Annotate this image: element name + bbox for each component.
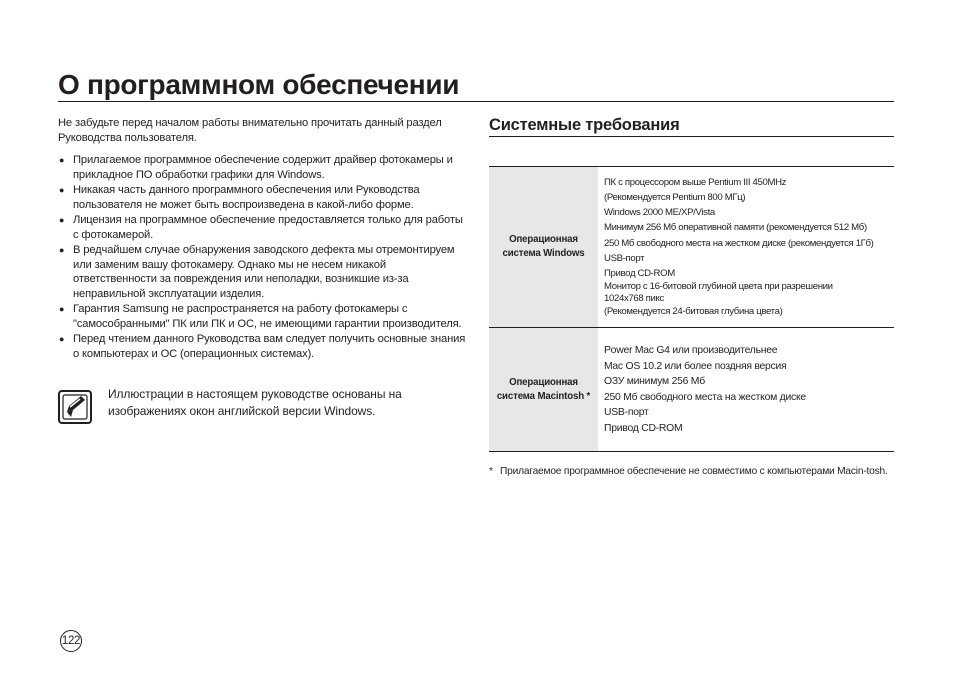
note-pencil-icon bbox=[58, 390, 92, 424]
left-column bbox=[58, 116, 468, 362]
intro-text: Не забудьте перед началом работы внимательно прочитать данный раздел Руководства пользователя. bbox=[58, 117, 442, 144]
title-divider bbox=[58, 101, 894, 102]
note-text: Иллюстрации в настоящем руководстве основаны на изображениях окон английской версии Windows. bbox=[108, 387, 402, 418]
requirements-table bbox=[489, 166, 894, 452]
page-title: О программном обеспечении bbox=[58, 69, 460, 100]
bullet-icon: ● bbox=[59, 155, 65, 165]
list-item: ● Перед чтением данного Руководства вам следует получить основные знания о компьютерах и ОС (операционных системах). bbox=[59, 333, 466, 360]
list-item: ● Прилагаемое программное обеспечение содержит драйвер фотокамеры и прикладное ПО обработки графики для Windows. bbox=[59, 154, 453, 181]
bullet-icon: ● bbox=[59, 185, 65, 195]
list-item: ● Лицензия на программное обеспечение предоставляется только для работы с фотокамерой. bbox=[59, 214, 463, 241]
bullet-icon: ● bbox=[59, 245, 65, 255]
windows-label-cell: Операционная система Windows bbox=[489, 167, 598, 328]
list-item: ● В редчайшем случае обнаружения заводского дефекта мы отремонтируем или заменим вашу фотокамеру. Однако мы не несем никакой ответственности за повреждения или неполадки, возникшие из-за неправильной эксплуатации изделия. bbox=[59, 244, 455, 300]
mac-label-cell: Операционная система Macintosh * bbox=[489, 328, 598, 452]
page-number: 122 bbox=[60, 630, 82, 652]
bullet-icon: ● bbox=[59, 304, 65, 314]
bullet-icon: ● bbox=[59, 334, 65, 344]
requirements-title: Системные требования bbox=[489, 116, 680, 134]
bullet-icon: ● bbox=[59, 215, 65, 225]
mac-specs-cell: Power Mac G4 или производительнее Mac OS 10.2 или более поздняя версия ОЗУ минимум 256 Мб 250 Мб свободного места на жестком диске USB-порт Привод CD-ROM bbox=[604, 345, 806, 434]
footnote-marker: * bbox=[489, 466, 493, 477]
list-item: ● Гарантия Samsung не распространяется на работу фотокамеры с "самособранными" ПК или ПК и ОС, не имеющими гарантии производителя. bbox=[59, 303, 462, 330]
note-box bbox=[58, 386, 468, 426]
table-row bbox=[489, 167, 894, 328]
list-item: ● Никакая часть данного программного обеспечения или Руководства пользователя не может быть воспроизведена в какой-либо форме. bbox=[59, 184, 420, 211]
bullet-list bbox=[58, 153, 468, 361]
footnote-text: Прилагаемое программное обеспечение не совместимо с компьютерами Macin-tosh. bbox=[500, 466, 888, 477]
table-row bbox=[489, 328, 894, 452]
windows-specs-cell: ПК с процессором выше Pentium III 450MHz (Рекомендуется Pentium 800 МГц) Windows 2000 ME/XP/Vista Минимум 256 Мб оперативной памяти (рекомендуется 512 Мб) 250 Мб свободного места на жестком диске (рекомендуется 1Гб) USB-порт Привод CD-ROM Монитор с 16-битовой глубиной цвета при разрешении 1024x768 пикс (Рекомендуется 24-битовая глубина цвета) bbox=[604, 176, 874, 318]
footnote bbox=[489, 465, 894, 478]
requirements-divider bbox=[489, 136, 894, 137]
